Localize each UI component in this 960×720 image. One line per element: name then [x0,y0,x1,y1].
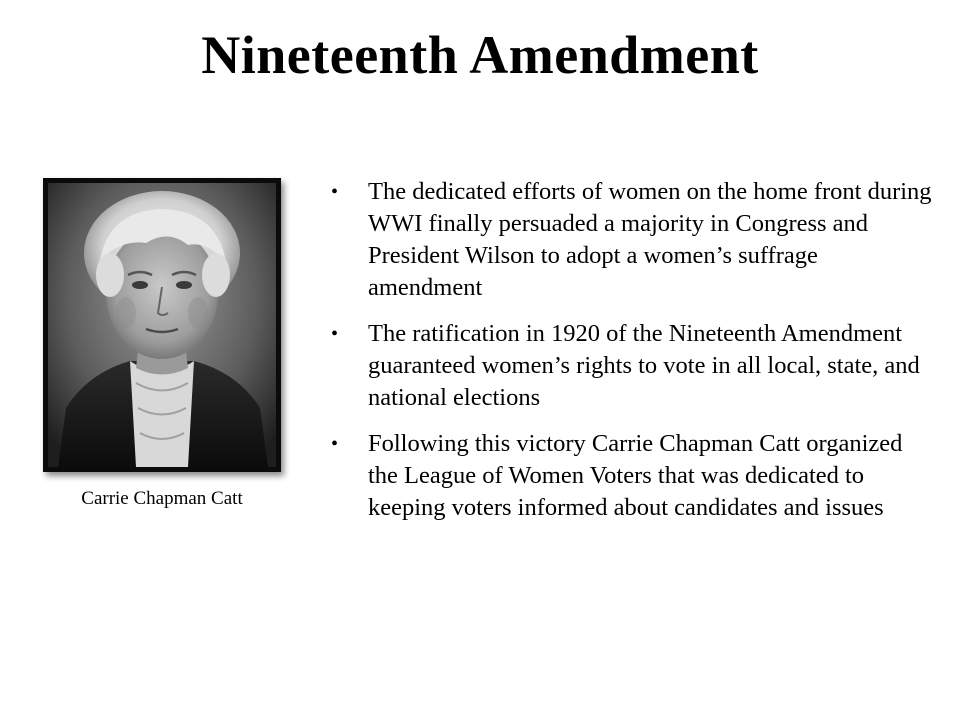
bullet-item [325,176,935,304]
bullet-dot-icon: • [331,181,339,203]
bullet-dot-icon: • [331,323,339,345]
bullet-text: The dedicated efforts of women on the home front during WWI finally persuaded a majority in Congress and President Wilson to adopt a women’s suffrage amendment [368,178,932,301]
portrait-photo [43,178,281,472]
bullet-dot-icon: • [331,433,339,455]
bullet-text: Following this victory Carrie Chapman Catt organized the League of Women Voters that was dedicated to keeping voters informed about candidates and issues [368,430,903,521]
bullet-item [325,318,935,414]
bullet-text: The ratification in 1920 of the Nineteenth Amendment guaranteed women’s rights to vote in all local, state, and national elections [368,320,920,411]
portrait-caption: Carrie Chapman Catt [81,488,243,509]
slide-title: Nineteenth Amendment [201,25,759,85]
bullet-item [325,428,935,524]
bullet-list [325,176,935,538]
portrait-image [48,183,276,467]
